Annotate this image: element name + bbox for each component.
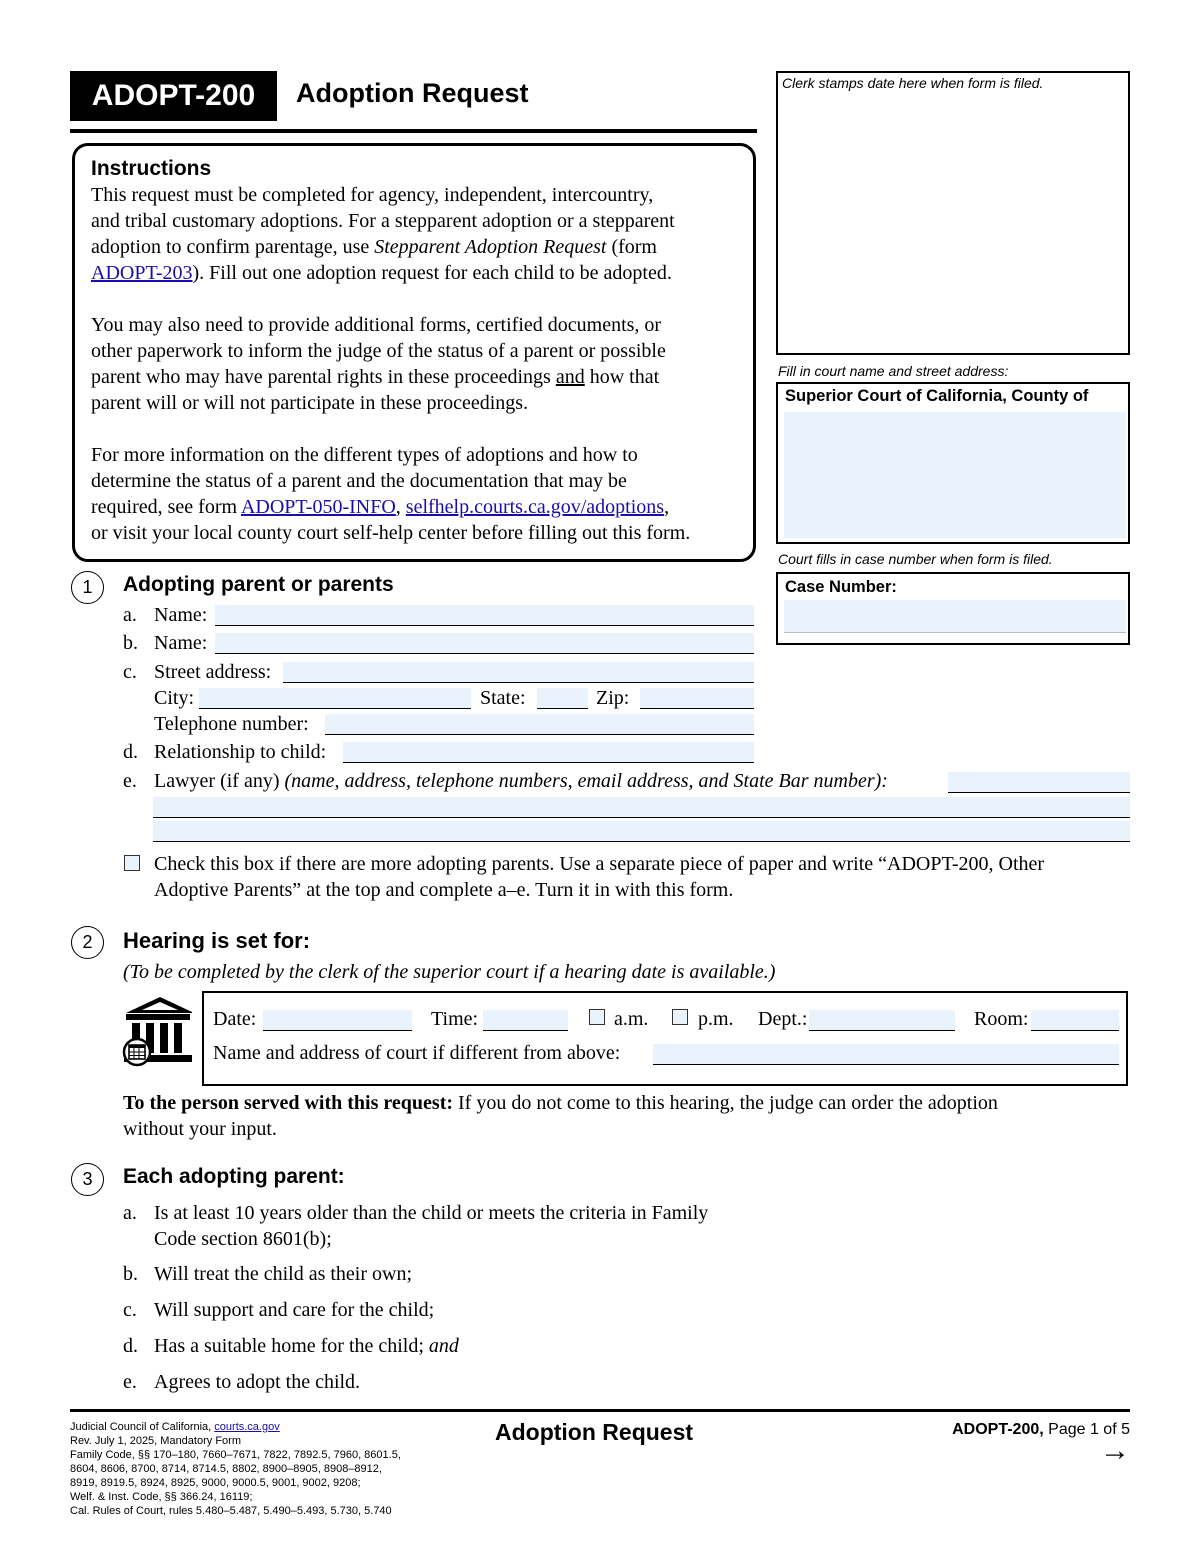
case-fill-label: Court fills in case number when form is filed. xyxy=(778,551,1053,567)
section-2-number: 2 xyxy=(71,926,104,959)
street-address-field[interactable] xyxy=(283,662,754,683)
instructions-text-part: ). Fill out one adoption request for each child to be adopted. xyxy=(192,262,672,284)
form-id-badge: ADOPT-200 xyxy=(70,71,277,121)
street-address-label: Street address: xyxy=(154,661,272,683)
instructions-text xyxy=(91,182,751,546)
name-2-field[interactable] xyxy=(215,633,754,654)
selfhelp-link[interactable]: selfhelp.courts.ca.gov/adoptions xyxy=(405,496,665,518)
instructions-line: parent will or will not participate in these proceedings. xyxy=(91,392,529,414)
instructions-line xyxy=(91,260,751,286)
more-parents-line: Adoptive Parents” at the top and complete a–e. Turn it in with this form. xyxy=(154,879,734,901)
footer-citations xyxy=(70,1420,401,1518)
city-label: City: xyxy=(154,687,195,709)
court-address-label: Name and address of court if different from above: xyxy=(213,1042,621,1064)
service-notice-line: without your input. xyxy=(123,1118,277,1140)
pm-label: p.m. xyxy=(698,1008,734,1030)
instructions-line: other paperwork to inform the judge of the status of a parent or possible xyxy=(91,340,666,362)
instructions-text-part: how that xyxy=(584,366,660,388)
telephone-label: Telephone number: xyxy=(154,713,309,735)
room-field[interactable] xyxy=(1031,1010,1119,1031)
state-label: State: xyxy=(480,687,526,709)
am-checkbox[interactable] xyxy=(589,1009,605,1025)
court-name-box xyxy=(776,382,1130,544)
item-3d-italic: and xyxy=(428,1335,459,1357)
lawyer-label-text: Lawyer (if any) xyxy=(154,770,285,792)
next-page-arrow-icon: → xyxy=(1100,1434,1130,1467)
instructions-line: For more information on the different types of adoptions and how to xyxy=(91,444,638,466)
item-3a-text xyxy=(154,1200,708,1252)
lawyer-label-italic: (name, address, telephone numbers, email address, and State Bar number): xyxy=(284,770,888,792)
item-3a-line: Is at least 10 years older than the child or meets the criteria in Family xyxy=(154,1202,709,1224)
instructions-text-part: , xyxy=(664,496,670,518)
section-3-number: 3 xyxy=(71,1163,104,1196)
footer-form-id: ADOPT-200, xyxy=(952,1421,1044,1438)
lawyer-field-line-3[interactable] xyxy=(153,821,1130,842)
footer-law: Cal. Rules of Court, rules 5.480–5.487, 5.490–5.493, 5.730, 5.740 xyxy=(70,1505,392,1517)
footer-rule xyxy=(70,1409,1130,1412)
case-number-field[interactable] xyxy=(784,600,1126,633)
footer-rev: Rev. July 1, 2025, Mandatory Form xyxy=(70,1435,241,1447)
court-name-label: Superior Court of California, County of xyxy=(785,387,1089,405)
case-number-label: Case Number: xyxy=(785,578,897,596)
item-3a-line: Code section 8601(b); xyxy=(154,1228,332,1250)
city-field[interactable] xyxy=(199,688,471,709)
instructions-line: This request must be completed for agency, independent, intercountry, xyxy=(91,184,654,206)
item-3d-main: Has a suitable home for the child; xyxy=(154,1335,429,1357)
lawyer-field-line-1[interactable] xyxy=(948,772,1130,793)
dept-label: Dept.: xyxy=(758,1008,808,1030)
section-1-number: 1 xyxy=(71,571,104,604)
section-2-title: Hearing is set for: xyxy=(123,928,311,953)
court-name-field[interactable] xyxy=(784,412,1126,538)
item-3e-letter: e. xyxy=(123,1371,137,1393)
item-3b-text: Will treat the child as their own; xyxy=(154,1263,413,1285)
zip-field[interactable] xyxy=(640,688,754,709)
service-notice-text: If you do not come to this hearing, the judge can order the adoption xyxy=(453,1092,998,1114)
section-1-title: Adopting parent or parents xyxy=(123,573,394,596)
instructions-line xyxy=(91,494,751,520)
footer-law: Family Code, §§ 170–180, 7660–7671, 7822, 7892.5, 7960, 8601.5, xyxy=(70,1449,401,1461)
clerk-stamp-box xyxy=(776,71,1130,355)
adopt-203-link[interactable]: ADOPT-203 xyxy=(91,262,193,284)
pm-checkbox[interactable] xyxy=(672,1009,688,1025)
service-notice xyxy=(123,1090,998,1142)
item-1a-letter: a. xyxy=(123,604,137,626)
am-label: a.m. xyxy=(614,1008,649,1030)
name-1-field[interactable] xyxy=(215,605,754,626)
header-rule xyxy=(70,129,757,133)
section-2-subtitle: (To be completed by the clerk of the superior court if a hearing date is available.) xyxy=(123,961,776,983)
stepparent-form-name: Stepparent Adoption Request xyxy=(374,236,607,258)
footer-council xyxy=(70,1420,401,1434)
footer-title: Adoption Request xyxy=(495,1419,694,1445)
dept-field[interactable] xyxy=(809,1010,955,1031)
lawyer-field-line-2[interactable] xyxy=(153,797,1130,818)
item-1b-label: Name: xyxy=(154,632,208,654)
relationship-label: Relationship to child: xyxy=(154,741,327,763)
hearing-time-field[interactable] xyxy=(483,1010,568,1031)
instructions-text-part: required, see form xyxy=(91,496,241,518)
instructions-text-part: , xyxy=(395,496,406,518)
instructions-text-part: adoption to confirm parentage, use xyxy=(91,236,375,258)
item-3d-text xyxy=(154,1333,459,1359)
courthouse-calendar-icon xyxy=(120,995,192,1067)
court-address-field[interactable] xyxy=(653,1044,1119,1065)
instructions-title: Instructions xyxy=(91,157,212,180)
instructions-line xyxy=(91,364,751,390)
hearing-date-field[interactable] xyxy=(263,1010,412,1031)
instructions-line: or visit your local county court self-help center before filling out this form. xyxy=(91,522,691,544)
telephone-field[interactable] xyxy=(325,714,754,735)
case-number-box xyxy=(776,572,1130,645)
footer-law: 8604, 8606, 8700, 8714, 8714.5, 8802, 8900–8905, 8908–8912, xyxy=(70,1463,382,1475)
instructions-text-part: parent who may have parental rights in these proceedings xyxy=(91,366,556,388)
footer-page-number: Page 1 of 5 xyxy=(1043,1421,1130,1438)
item-3b-letter: b. xyxy=(123,1263,138,1285)
lawyer-label xyxy=(154,768,888,794)
adopt-050-info-link[interactable]: ADOPT-050-INFO xyxy=(240,496,396,518)
instructions-line: You may also need to provide additional forms, certified documents, or xyxy=(91,314,662,336)
item-3c-letter: c. xyxy=(123,1299,137,1321)
zip-label: Zip: xyxy=(596,687,630,709)
more-parents-line: Check this box if there are more adopting parents. Use a separate piece of paper and write “ADOPT-200, Other xyxy=(154,853,1045,875)
underlined-and: and xyxy=(555,366,585,388)
item-1c-letter: c. xyxy=(123,661,137,683)
clerk-stamp-label: Clerk stamps date here when form is filed. xyxy=(782,75,1044,91)
item-1d-letter: d. xyxy=(123,741,138,763)
more-parents-checkbox[interactable] xyxy=(124,855,140,871)
service-notice-line xyxy=(123,1090,998,1116)
instructions-line xyxy=(91,234,751,260)
item-1b-letter: b. xyxy=(123,632,138,654)
item-3c-text: Will support and care for the child; xyxy=(154,1299,435,1321)
instructions-line: determine the status of a parent and the documentation that may be xyxy=(91,470,627,492)
instructions-text-part: (form xyxy=(606,236,657,258)
item-3d-letter: d. xyxy=(123,1335,138,1357)
room-label: Room: xyxy=(974,1008,1029,1030)
more-parents-text xyxy=(154,851,1044,903)
item-1e-letter: e. xyxy=(123,770,137,792)
item-1a-label: Name: xyxy=(154,604,208,626)
item-3a-letter: a. xyxy=(123,1202,137,1224)
section-3-title: Each adopting parent: xyxy=(123,1165,345,1188)
relationship-field[interactable] xyxy=(343,742,754,763)
court-fill-label: Fill in court name and street address: xyxy=(778,363,1009,379)
hearing-time-label: Time: xyxy=(431,1008,479,1030)
footer-law: 8919, 8919.5, 8924, 8925, 9000, 9000.5, 9001, 9002, 9208; xyxy=(70,1477,361,1489)
form-title: Adoption Request xyxy=(296,78,529,108)
footer-law: Welf. & Inst. Code, §§ 366.24, 16119; xyxy=(70,1491,253,1503)
state-field[interactable] xyxy=(537,688,588,709)
hearing-date-label: Date: xyxy=(213,1008,257,1030)
footer-council-text: Judicial Council of California, xyxy=(70,1421,215,1433)
instructions-line: and tribal customary adoptions. For a stepparent adoption or a stepparent xyxy=(91,210,675,232)
service-notice-bold: To the person served with this request: xyxy=(123,1092,454,1114)
courts-link[interactable]: courts.ca.gov xyxy=(214,1421,280,1433)
item-3e-text: Agrees to adopt the child. xyxy=(154,1371,361,1393)
